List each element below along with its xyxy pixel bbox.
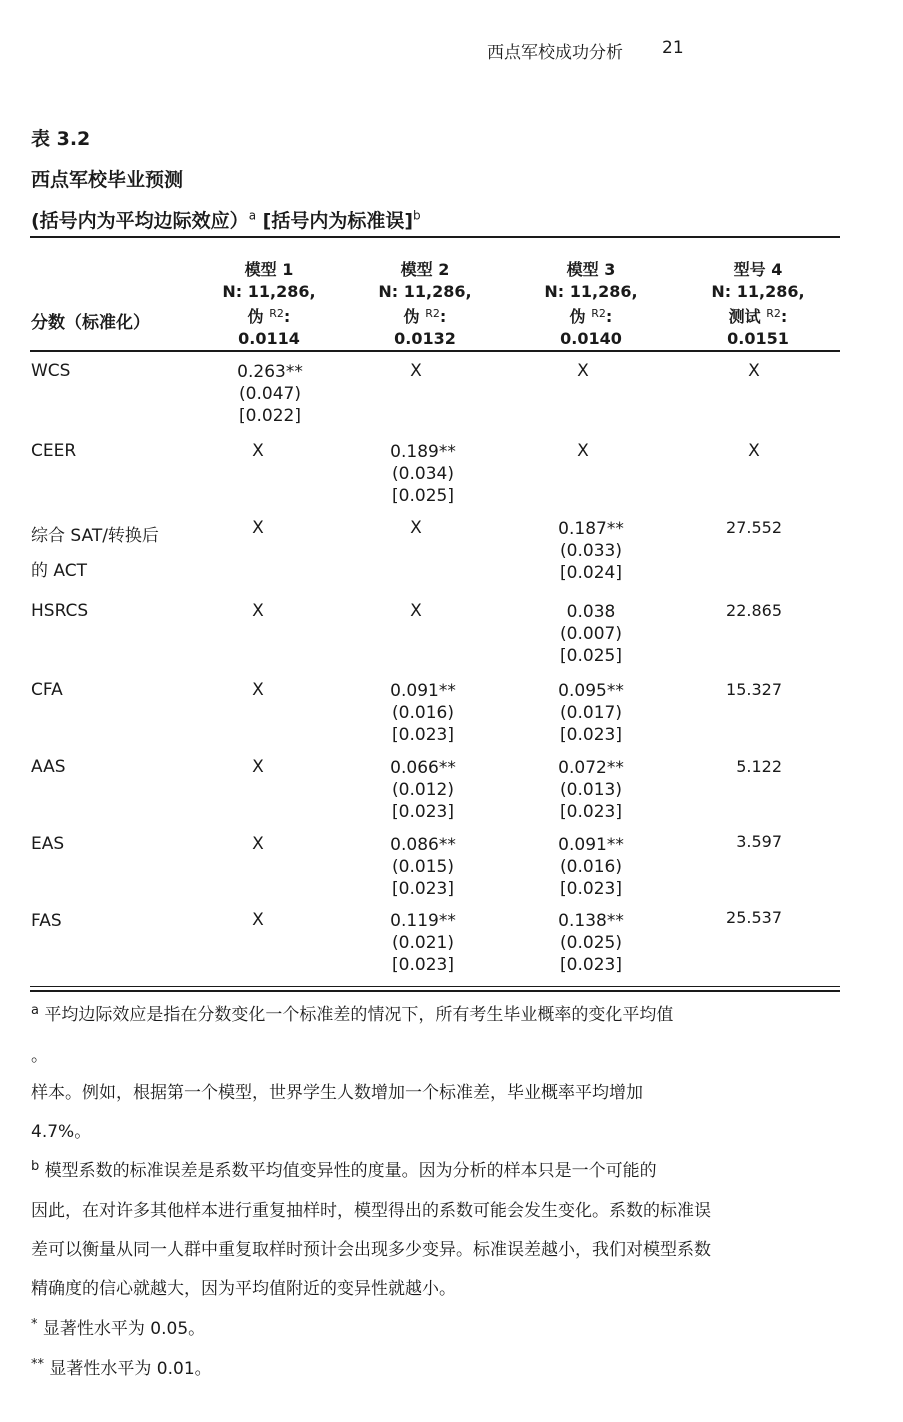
table-bottom-rule-2 bbox=[30, 990, 840, 992]
cell-sat-act-model-3: 0.187** (0.033) [0.024] bbox=[558, 519, 624, 583]
cell-wcs-model-1: 0.263** (0.047) [0.022] bbox=[237, 362, 303, 426]
row-label-wcs: WCS bbox=[31, 361, 71, 381]
x-mark: X bbox=[410, 518, 422, 538]
row-label-cfa: CFA bbox=[31, 680, 63, 700]
table-title: 西点军校毕业预测 bbox=[31, 169, 184, 191]
x-mark: X bbox=[252, 441, 264, 461]
column-header-model-4: 型号 4 N: 11,286, 测试 $^{R2}$: 0.0151 bbox=[711, 260, 805, 348]
footnote-b-line-4: 精确度的信心就越大，因为平均值附近的变异性就越小。 bbox=[31, 1279, 456, 1299]
column-header-model-2: 模型 2 N: 11,286, 伪 $^{R2}$: 0.0132 bbox=[378, 260, 472, 348]
row-label-sat-act-line-1: 综合 SAT/转换后 bbox=[31, 526, 159, 546]
footnote-b-line-2: 因此，在对许多其他样本进行重复抽样时，模型得出的系数可能会发生变化。系数的标准误 bbox=[31, 1201, 711, 1221]
cell-eas-model-3: 0.091** (0.016) [0.023] bbox=[558, 835, 624, 899]
row-label-sat-act-line-2: 的 ACT bbox=[31, 561, 87, 581]
cell-eas-model-4: 3.597 bbox=[736, 832, 782, 851]
cell-eas-model-2: 0.086** (0.015) [0.023] bbox=[390, 835, 456, 899]
table-label: 表 3.2 bbox=[31, 128, 91, 150]
x-mark: X bbox=[748, 361, 760, 381]
x-mark: X bbox=[748, 441, 760, 461]
footnote-b: $^b$ 模型系数的标准误差是系数平均值变异性的度量。因为分析的样本只是一个可能的 bbox=[31, 1159, 657, 1181]
x-mark: X bbox=[410, 601, 422, 621]
table-top-rule bbox=[30, 236, 840, 238]
x-mark: X bbox=[577, 441, 589, 461]
x-mark: X bbox=[252, 680, 264, 700]
row-label-fas: FAS bbox=[31, 911, 62, 931]
column-label-score: 分数（标准化） bbox=[31, 313, 150, 333]
footnote-significance-001: ** 显著性水平为 0.01。 bbox=[31, 1357, 212, 1379]
footnote-a-line-2: 。 bbox=[31, 1046, 48, 1066]
cell-ceer-model-2: 0.189** (0.034) [0.025] bbox=[390, 442, 456, 506]
x-mark: X bbox=[252, 910, 264, 930]
x-mark: X bbox=[410, 361, 422, 381]
x-mark: X bbox=[577, 361, 589, 381]
running-header-title: 西点军校成功分析 bbox=[487, 43, 623, 63]
cell-hsrcs-model-4: 22.865 bbox=[726, 601, 782, 620]
footnote-a-line-3: 样本。例如，根据第一个模型，世界学生人数增加一个标准差，毕业概率平均增加 bbox=[31, 1083, 643, 1103]
cell-cfa-model-3: 0.095** (0.017) [0.023] bbox=[558, 681, 624, 745]
row-label-hsrcs: HSRCS bbox=[31, 601, 89, 621]
row-label-ceer: CEER bbox=[31, 441, 77, 461]
cell-sat-act-model-4: 27.552 bbox=[726, 518, 782, 537]
cell-aas-model-2: 0.066** (0.012) [0.023] bbox=[390, 758, 456, 822]
row-label-aas: AAS bbox=[31, 757, 66, 777]
table-header-rule bbox=[30, 350, 840, 352]
x-mark: X bbox=[252, 518, 264, 538]
footnote-b-line-3: 差可以衡量从同一人群中重复取样时预计会出现多少变异。标准误差越小，我们对模型系数 bbox=[31, 1240, 711, 1260]
table-bottom-rule-1 bbox=[30, 986, 840, 987]
x-mark: X bbox=[252, 834, 264, 854]
footnote-a: $^a$ 平均边际效应是指在分数变化一个标准差的情况下，所有考生毕业概率的变化平均值 bbox=[31, 1003, 674, 1025]
cell-fas-model-3: 0.138** (0.025) [0.023] bbox=[558, 911, 624, 975]
cell-fas-model-4: 25.537 bbox=[726, 908, 782, 927]
cell-cfa-model-2: 0.091** (0.016) [0.023] bbox=[390, 681, 456, 745]
footnote-a-line-4: 4.7%。 bbox=[31, 1122, 92, 1142]
column-header-model-3: 模型 3 N: 11,286, 伪 $^{R2}$: 0.0140 bbox=[544, 260, 638, 348]
cell-aas-model-4: 5.122 bbox=[736, 757, 782, 776]
cell-fas-model-2: 0.119** (0.021) [0.023] bbox=[390, 911, 456, 975]
footnote-significance-005: * 显著性水平为 0.05。 bbox=[31, 1317, 206, 1339]
table-subtitle: (括号内为平均边际效应）$^a$ [括号内为标准误]$^b$ bbox=[31, 208, 421, 232]
page-number: 21 bbox=[662, 38, 684, 58]
x-mark: X bbox=[252, 601, 264, 621]
cell-hsrcs-model-3: 0.038 (0.007) [0.025] bbox=[560, 602, 622, 666]
cell-aas-model-3: 0.072** (0.013) [0.023] bbox=[558, 758, 624, 822]
row-label-eas: EAS bbox=[31, 834, 65, 854]
x-mark: X bbox=[252, 757, 264, 777]
cell-cfa-model-4: 15.327 bbox=[726, 680, 782, 699]
column-header-model-1: 模型 1 N: 11,286, 伪 $^{R2}$: 0.0114 bbox=[222, 260, 316, 348]
